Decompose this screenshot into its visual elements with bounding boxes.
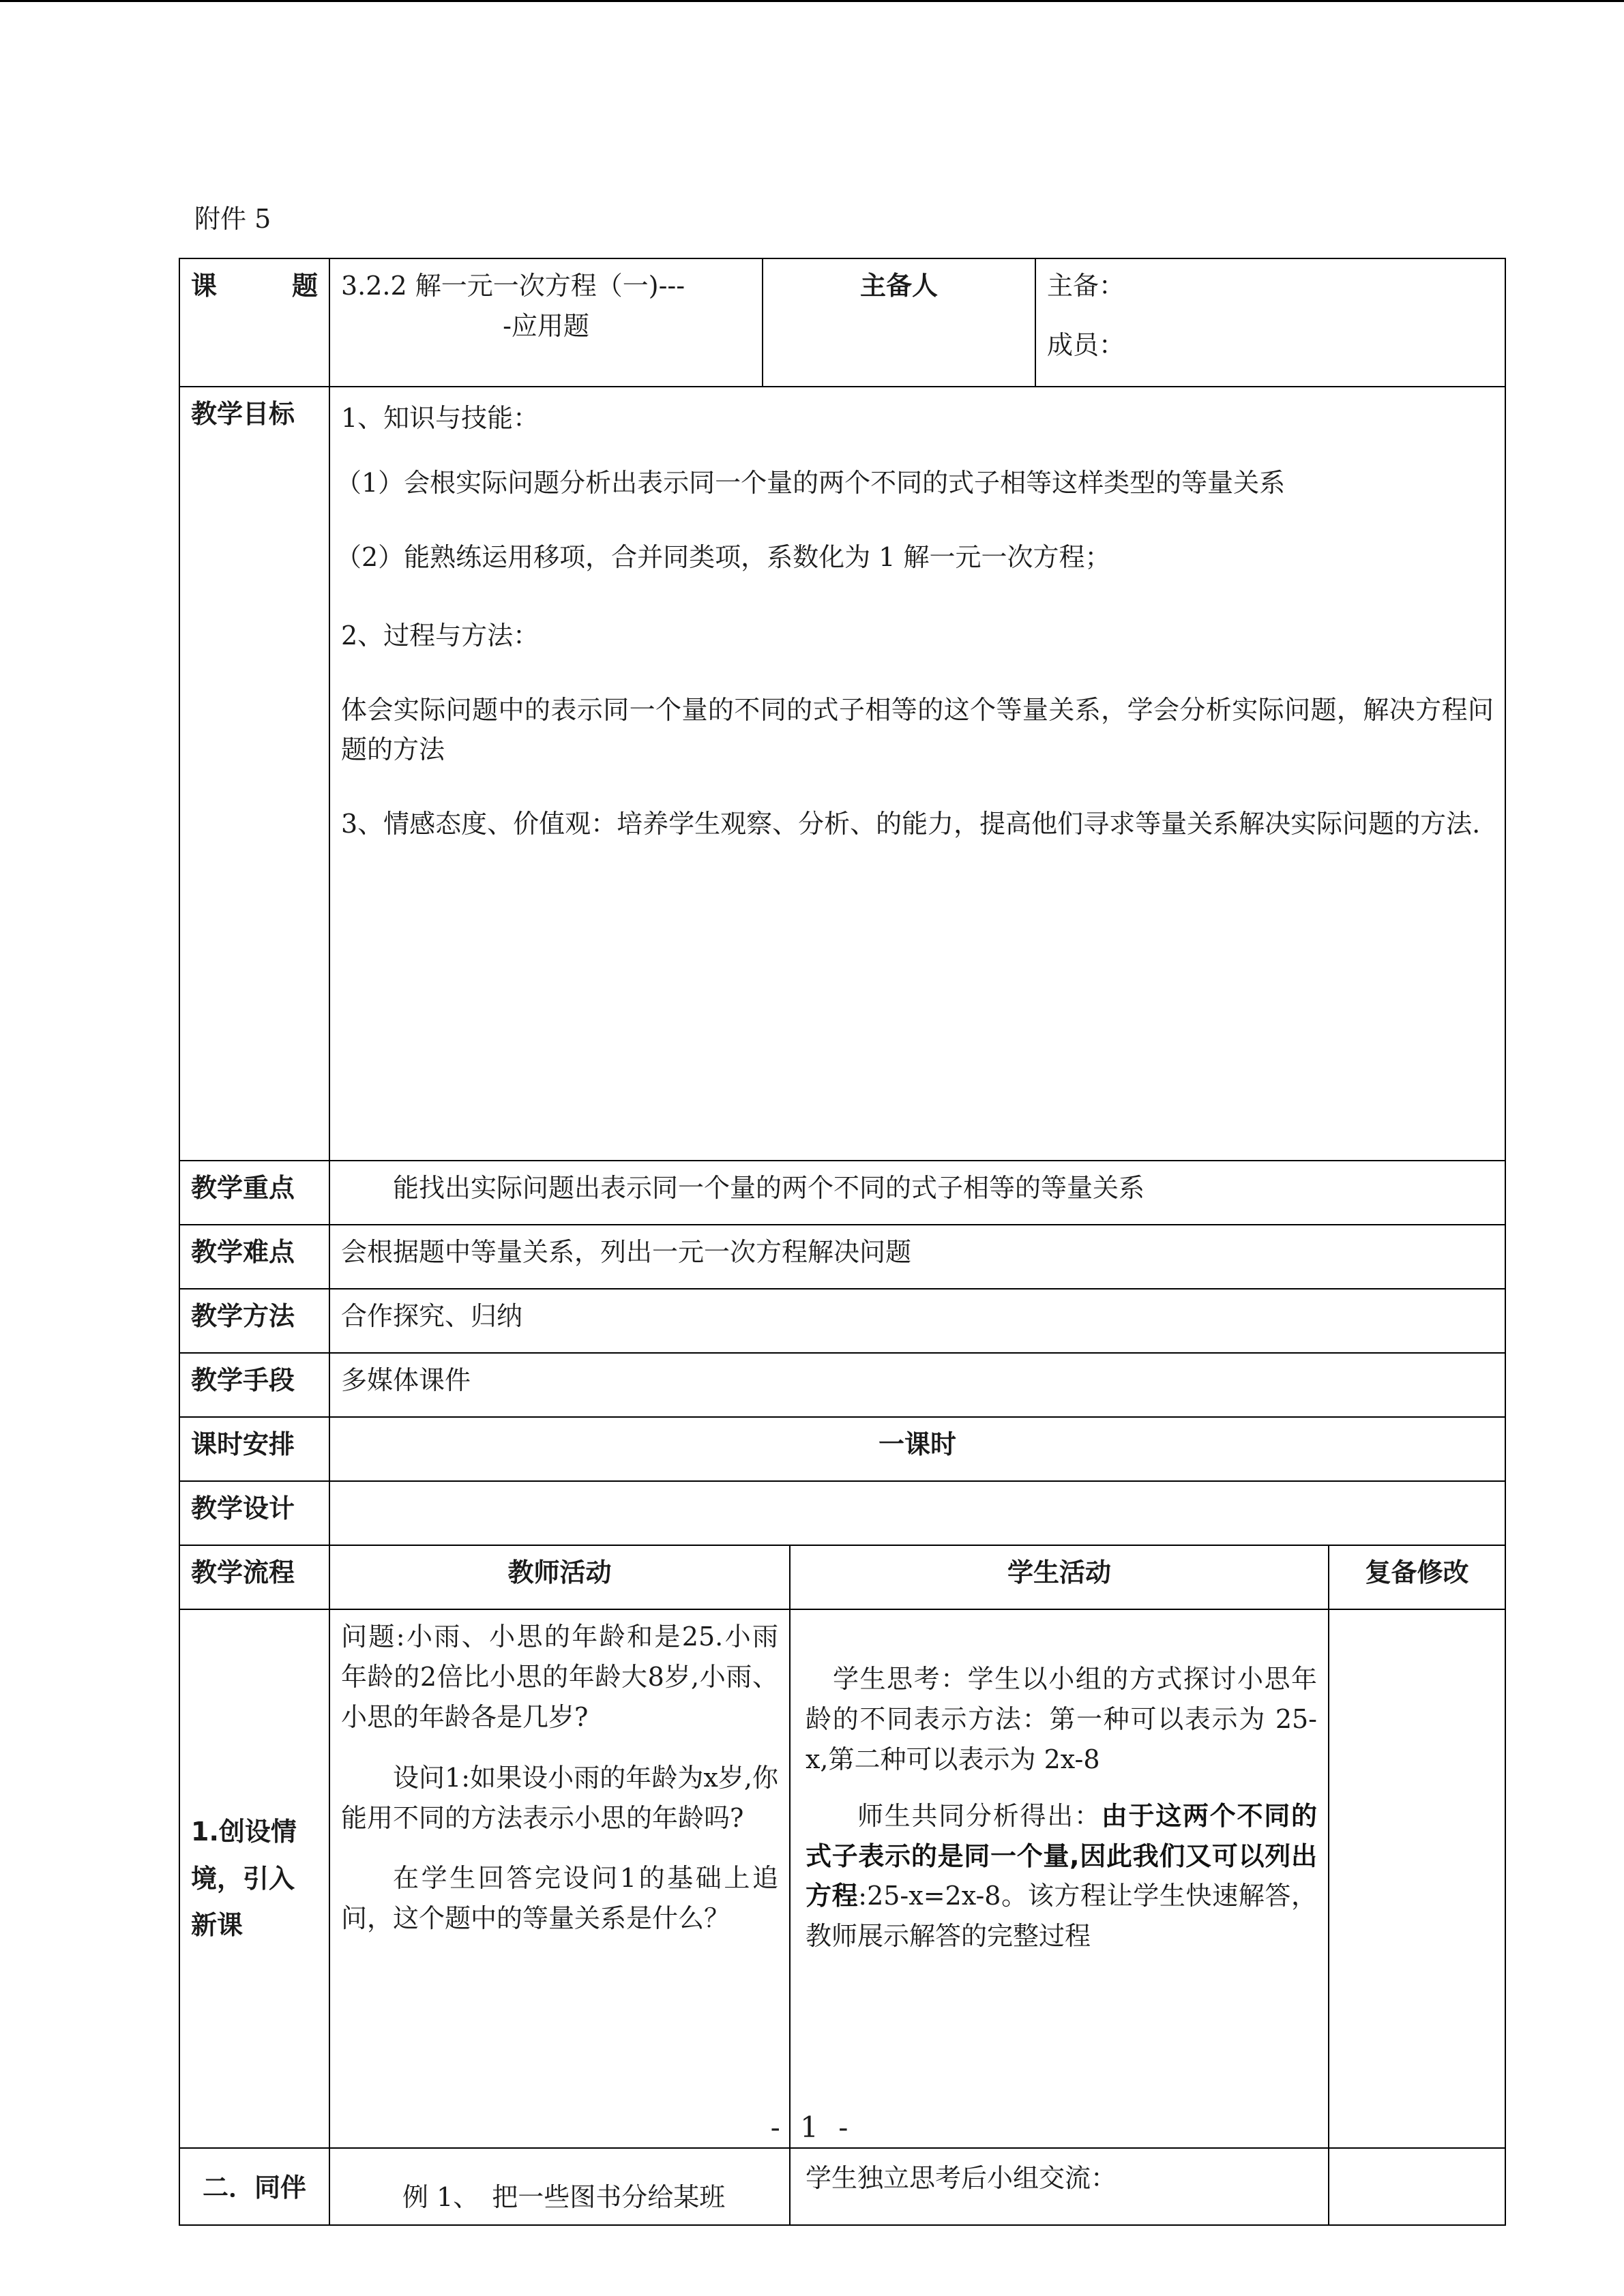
section-1-label-cell <box>179 1609 329 2148</box>
topic-line-2: -应用题 <box>503 310 589 341</box>
key-point-row <box>179 1161 1505 1225</box>
section-1-teacher <box>329 1609 790 2148</box>
student-activity-header: 学生活动 <box>790 1545 1329 1609</box>
s1-analysis-bold: 由于这两个不同的式子表示的是同一个量,因此我们又可以列出方程 <box>806 1800 1318 1911</box>
method-row <box>179 1289 1505 1353</box>
preparer-label: 主备人 <box>763 258 1035 387</box>
revise-header: 复备修改 <box>1329 1545 1505 1609</box>
design-label: 教学设计 <box>179 1481 329 1545</box>
topic-label-2: 题 <box>291 271 318 301</box>
section-2-row <box>179 2148 1505 2225</box>
goal-emotion-text: 3、情感态度、价值观：培养学生观察、分析、的能力，提高他们寻求等量关系解决实际问题的方法. <box>341 809 1481 839</box>
section-1-row <box>179 1609 1505 2148</box>
topic-row <box>179 258 1505 387</box>
schedule-row <box>179 1417 1505 1481</box>
goal-process-text: 体会实际问题中的表示同一个量的不同的式子相等的这个等量关系，学会分析实际问题，解决方程问题的方法 <box>341 694 1494 765</box>
method-label: 教学方法 <box>179 1289 329 1353</box>
goal-process-title: 2、过程与方法： <box>341 620 540 651</box>
means-value: 多媒体课件 <box>329 1353 1505 1417</box>
schedule-value: 一课时 <box>329 1417 1505 1481</box>
design-value <box>329 1481 1505 1545</box>
flow-label: 教学流程 <box>179 1545 329 1609</box>
page-number: - 1 - <box>770 2111 854 2144</box>
goals-content <box>329 387 1505 1161</box>
topic-value-cell <box>329 258 763 387</box>
method-value: 合作探究、归纳 <box>329 1289 1505 1353</box>
difficulty-value: 会根据题中等量关系，列出一元一次方程解决问题 <box>329 1225 1505 1289</box>
topic-line-1: 3.2.2 解一元一次方程（一)--- <box>341 271 685 301</box>
s1-teacher-question-1: 设问1:如果设小雨的年龄为x岁,你能用不同的方法表示小思的年龄吗? <box>341 1762 778 1833</box>
topic-label-cell <box>179 258 329 387</box>
difficulty-label: 教学难点 <box>179 1225 329 1289</box>
goals-label: 教学目标 <box>179 387 329 1161</box>
s1-teacher-problem: 问题:小雨、小思的年龄和是25.小雨年龄的2倍比小思的年龄大8岁,小雨、小思的年龄各是几岁? <box>341 1622 778 1732</box>
goal-knowledge-title: 1、知识与技能： <box>341 403 540 433</box>
flow-header-row <box>179 1545 1505 1609</box>
annex-label: 附件 5 <box>194 204 271 234</box>
lesson-plan-table <box>179 258 1506 2226</box>
section-2-teacher: 例 1、 把一些图书分给某班 <box>329 2148 790 2225</box>
design-row <box>179 1481 1505 1545</box>
key-point-label: 教学重点 <box>179 1161 329 1225</box>
s1-analysis-intro: 师生共同分析得出： <box>857 1800 1102 1831</box>
section-2-label: 二．同伴 <box>179 2148 329 2225</box>
means-row <box>179 1353 1505 1417</box>
section-1-revise <box>1329 1609 1505 2148</box>
s1-student-analysis <box>806 1796 1317 1957</box>
schedule-label: 课时安排 <box>179 1417 329 1481</box>
main-preparer: 主备： <box>1047 271 1125 301</box>
preparer-value-cell <box>1035 258 1505 387</box>
goal-knowledge-1: （1）会根实际问题分析出表示同一个量的两个不同的式子相等这样类型的等量关系 <box>336 467 1286 498</box>
key-point-value: 能找出实际问题出表示同一个量的两个不同的式子相等的等量关系 <box>329 1161 1505 1225</box>
topic-label-1: 课 <box>191 271 218 301</box>
section-2-revise <box>1329 2148 1505 2225</box>
section-1-label: 1.创设情境，引入新课 <box>191 1817 297 1941</box>
s1-analysis-equation: :25-x=2x-8。该方程让学生快速解答，教师展示解答的完整过程 <box>806 1881 1318 1952</box>
section-2-student: 学生独立思考后小组交流： <box>790 2148 1329 2225</box>
s1-teacher-follow-up: 在学生回答完设问1的基础上追问，这个题中的等量关系是什么？ <box>341 1863 778 1934</box>
members: 成员： <box>1047 329 1125 360</box>
difficulty-row <box>179 1225 1505 1289</box>
top-border-line <box>0 0 1624 2</box>
means-label: 教学手段 <box>179 1353 329 1417</box>
teacher-activity-header: 教师活动 <box>329 1545 790 1609</box>
goal-knowledge-2: （2）能熟练运用移项，合并同类项，系数化为 1 解一元一次方程； <box>336 541 1111 572</box>
goals-row <box>179 387 1505 1161</box>
section-1-student <box>790 1609 1329 2148</box>
s1-student-think: 学生思考：学生以小组的方式探讨小思年龄的不同表示方法：第一种可以表示为 25-x,第二种可以表示为 2x-8 <box>806 1664 1318 1774</box>
